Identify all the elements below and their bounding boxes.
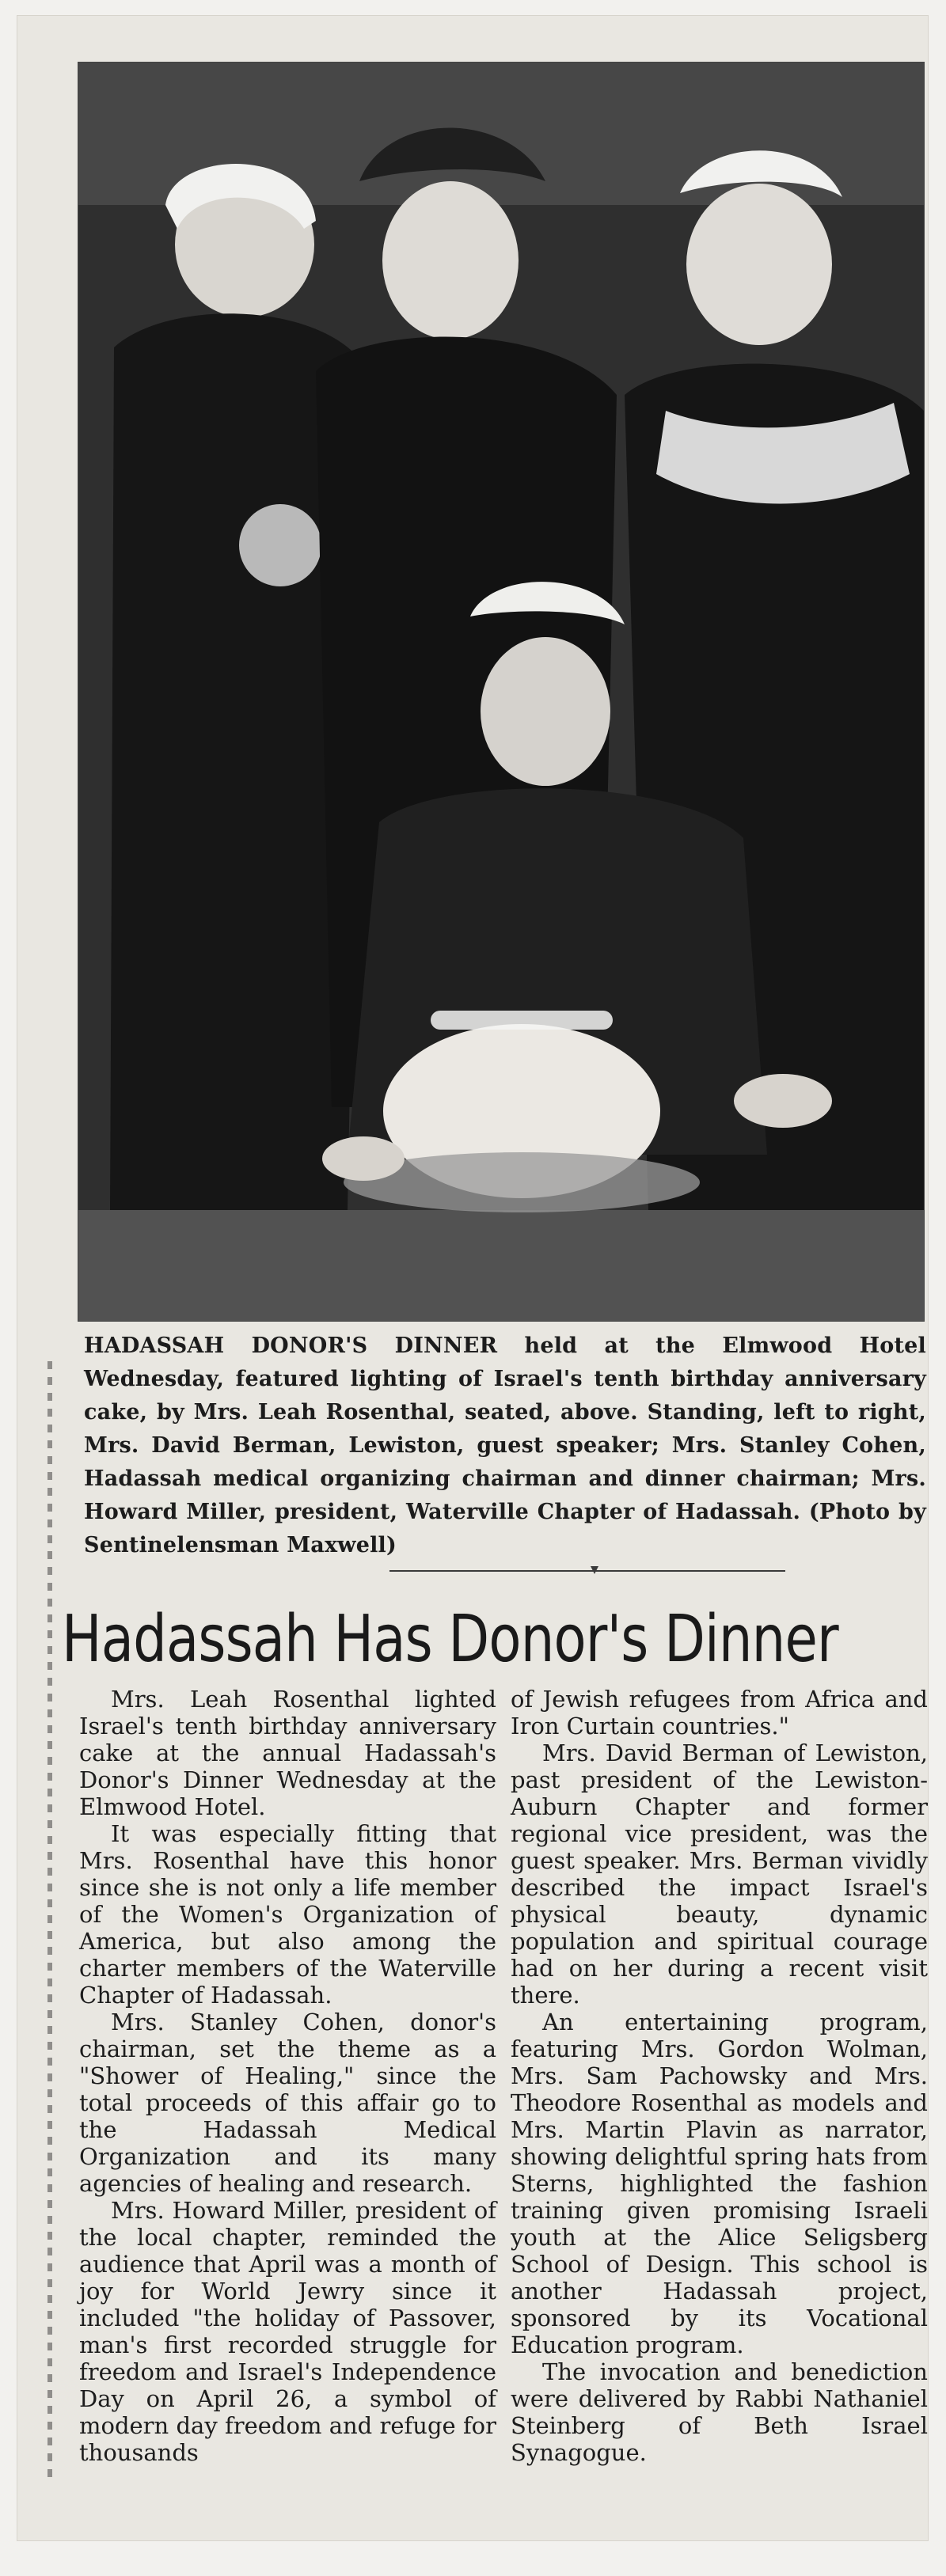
cake-candles <box>431 1011 613 1030</box>
woman-left-corsage <box>239 504 321 586</box>
woman-center-face <box>382 181 519 340</box>
left-paragraph-2: It was especially fitting that Mrs. Rosenthal have this honor since she is not only a life member of the Women's Organization of America, but also among the charter members of the Waterville Chapter of Hadassah. <box>79 1820 496 2009</box>
woman-right-face <box>686 184 832 345</box>
photo-table <box>78 1210 924 1321</box>
left-paragraph-4: Mrs. Howard Miller, president of the local chapter, reminded the audience that April was a month of joy for World Jewry since it included "the holiday of Passover, man's first recorded struggle for freedom and Israel's Independence Day on April 26, a symbol of modern day freedom and refuge for thousands <box>79 2197 496 2466</box>
section-divider <box>389 1570 785 1572</box>
photo-caption: HADASSAH DONOR'S DINNER held at the Elmwood Hotel Wednesday, featured lighting of Israel's tenth birthday anniversary cake, by Mrs. Leah Rosenthal, seated, above. Standing, left to right, Mrs. David Berman, Lewiston, guest speaker; Mrs. Stanley Cohen, Hadassah medical organizing chairman and dinner chairman; Mrs. Howard Miller, president, Waterville Chapter of Hadassah. (Photo by Sentinelensman Maxwell) <box>84 1334 926 1557</box>
news-photo <box>78 62 925 1322</box>
left-paragraph-1: Mrs. Leah Rosenthal lighted Israel's tenth birthday anniversary cake at the annual Hadassah's Donor's Dinner Wednesday at the Elmwood Hotel. <box>79 1686 496 1820</box>
left-hand <box>322 1136 405 1181</box>
right-paragraph-2: Mrs. David Berman of Lewiston, past president of the Lewiston-Auburn Chapter and former regional vice president, was the guest speaker. Mrs. Berman vividly described the impact Israel's physical beauty, dynamic population and spiritual courage had on her during a recent visit there. <box>511 1739 928 2009</box>
right-paragraph-1: of Jewish refugees from Africa and Iron Curtain countries." <box>511 1686 928 1739</box>
article-headline: Hadassah Has Donor's Dinner <box>62 1602 838 1677</box>
right-paragraph-4: The invocation and benediction were delivered by Rabbi Nathaniel Steinberg of Beth Israel Synagogue. <box>511 2358 928 2466</box>
right-column <box>511 1686 928 2466</box>
left-column <box>79 1686 496 2466</box>
photo-illustration <box>78 63 924 1321</box>
left-page-edge <box>47 1361 52 2485</box>
left-paragraph-3: Mrs. Stanley Cohen, donor's chairman, set the theme as a "Shower of Healing," since the total proceeds of this affair go to the Hadassah Medical Organization and its many agencies of healing and research. <box>79 2009 496 2197</box>
seated-woman-face <box>481 637 610 786</box>
right-hand <box>734 1074 832 1128</box>
article-columns <box>79 1686 928 2466</box>
newspaper-clipping <box>17 16 928 2540</box>
right-paragraph-3: An entertaining program, featuring Mrs. Gordon Wolman, Mrs. Sam Pachowsky and Mrs. Theodore Rosenthal as models and Mrs. Martin Plavin as narrator, showing delightful spring hats from Sterns, highlighted the fashion training given promising Israeli youth at the Alice Seligsberg School of Design. This school is another Hadassah project, sponsored by its Vocational Education program. <box>511 2009 928 2358</box>
